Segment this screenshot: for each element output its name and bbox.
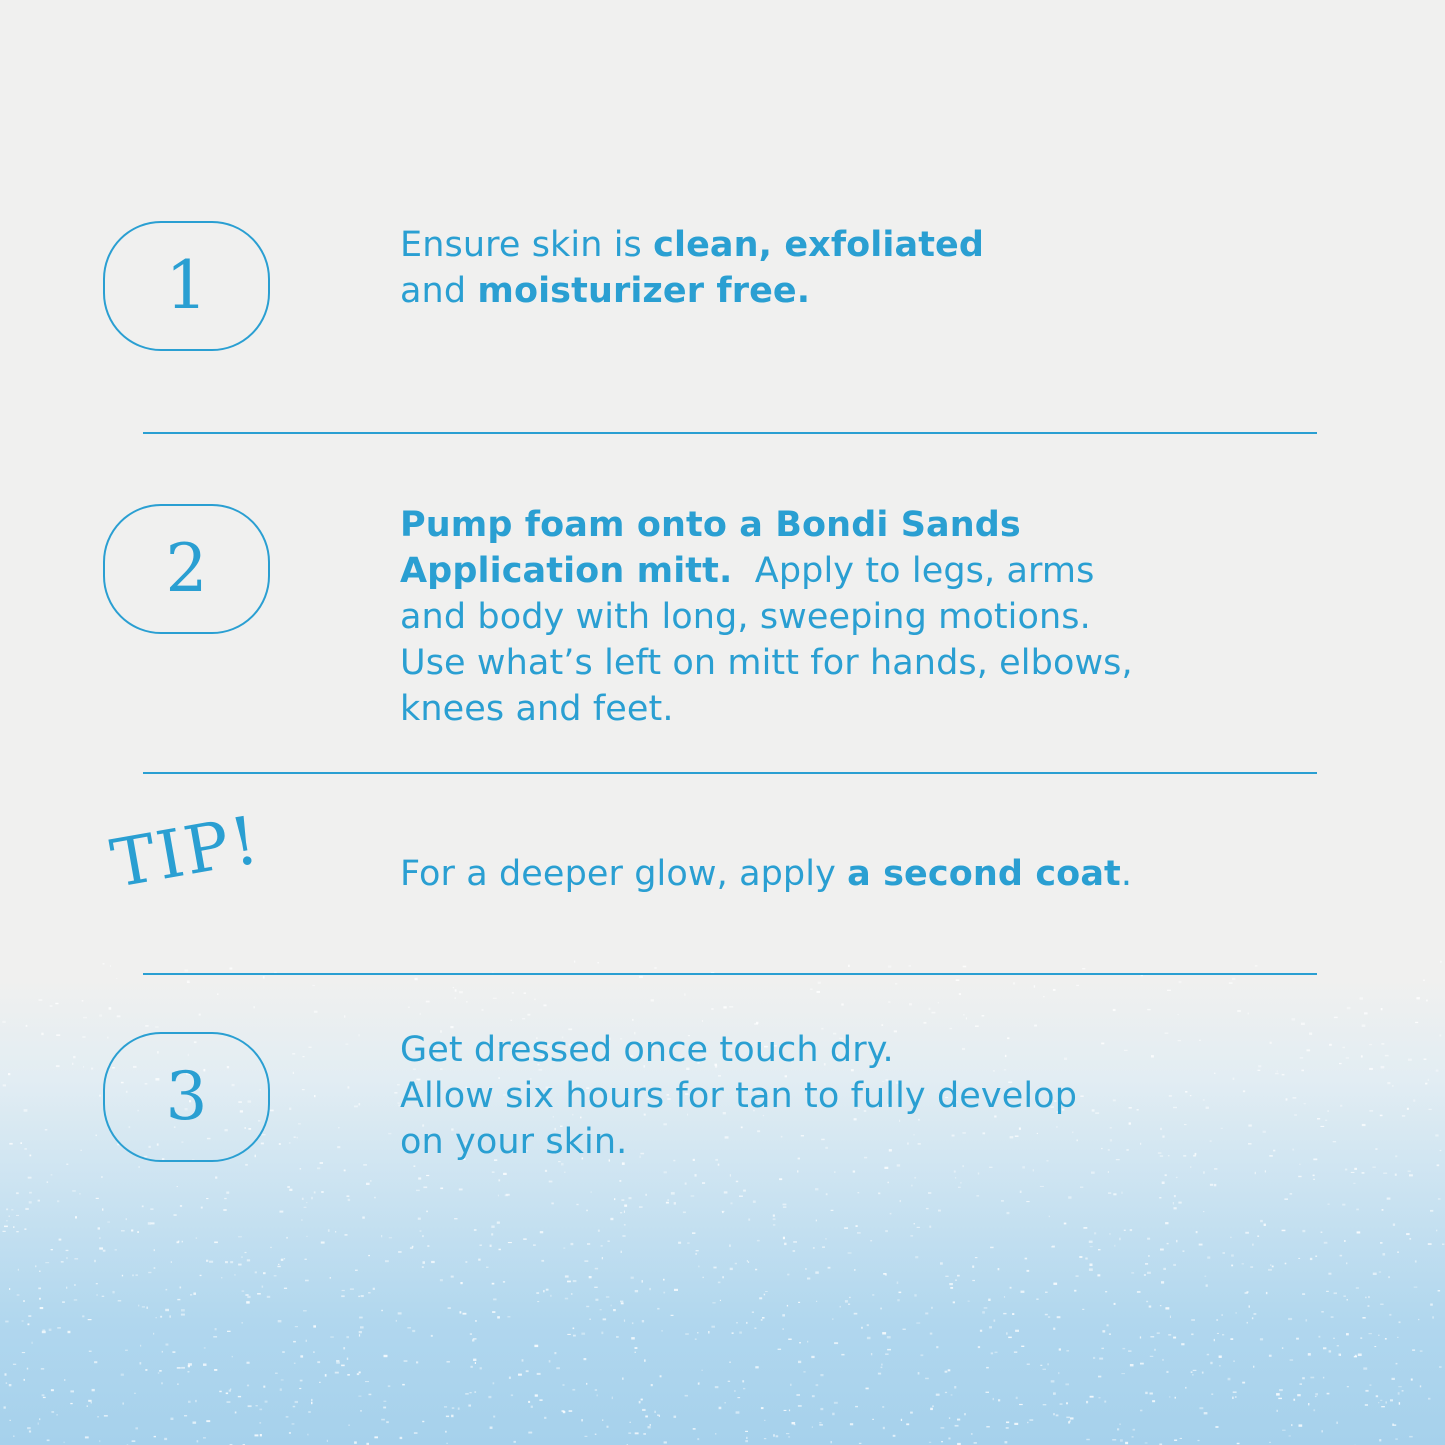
text-line (400, 1073, 1077, 1119)
step-1-number: 1 (165, 247, 208, 324)
regular-text: and body with long, sweeping motions. (400, 597, 1091, 637)
bold-text: clean, exfoliated (653, 225, 985, 265)
text-line (400, 851, 1132, 897)
text-line (400, 1119, 1077, 1165)
regular-text: Ensure skin is (400, 225, 654, 265)
step-3-badge (103, 1032, 270, 1162)
text-line (400, 222, 984, 268)
regular-text: Use what’s left on mitt for hands, elbows, (400, 643, 1133, 683)
text-line (400, 594, 1133, 640)
regular-text: and (400, 271, 478, 311)
step-2-badge (103, 504, 270, 634)
step-2-number: 2 (165, 530, 208, 607)
text-line (400, 686, 1133, 732)
bold-text: moisturizer free. (477, 271, 811, 311)
regular-text: on your skin. (400, 1122, 628, 1162)
tip-text (400, 851, 1132, 897)
divider-1 (143, 432, 1317, 434)
text-line (400, 548, 1133, 594)
step-1-badge (103, 221, 270, 351)
tip-label: TIP! (105, 801, 266, 903)
bold-text: a second coat (847, 854, 1121, 894)
text-line (400, 502, 1133, 548)
regular-text: knees and feet. (400, 689, 674, 729)
text-line (400, 268, 984, 314)
regular-text: Get dressed once touch dry. (400, 1030, 894, 1070)
text-line (400, 640, 1133, 686)
step-1-text (400, 222, 984, 314)
step-3-text (400, 1027, 1077, 1165)
bold-text: Pump foam onto a Bondi Sands (400, 505, 1021, 545)
text-line (400, 1027, 1077, 1073)
step-3-number: 3 (165, 1058, 208, 1135)
regular-text: . (1120, 854, 1133, 894)
regular-text: Allow six hours for tan to fully develop (400, 1076, 1078, 1116)
regular-text: Apply to legs, arms (732, 551, 1095, 591)
bold-text: Application mitt. (400, 551, 733, 591)
divider-3 (143, 973, 1317, 975)
regular-text: For a deeper glow, apply (400, 854, 848, 894)
step-2-text (400, 502, 1133, 732)
divider-2 (143, 772, 1317, 774)
